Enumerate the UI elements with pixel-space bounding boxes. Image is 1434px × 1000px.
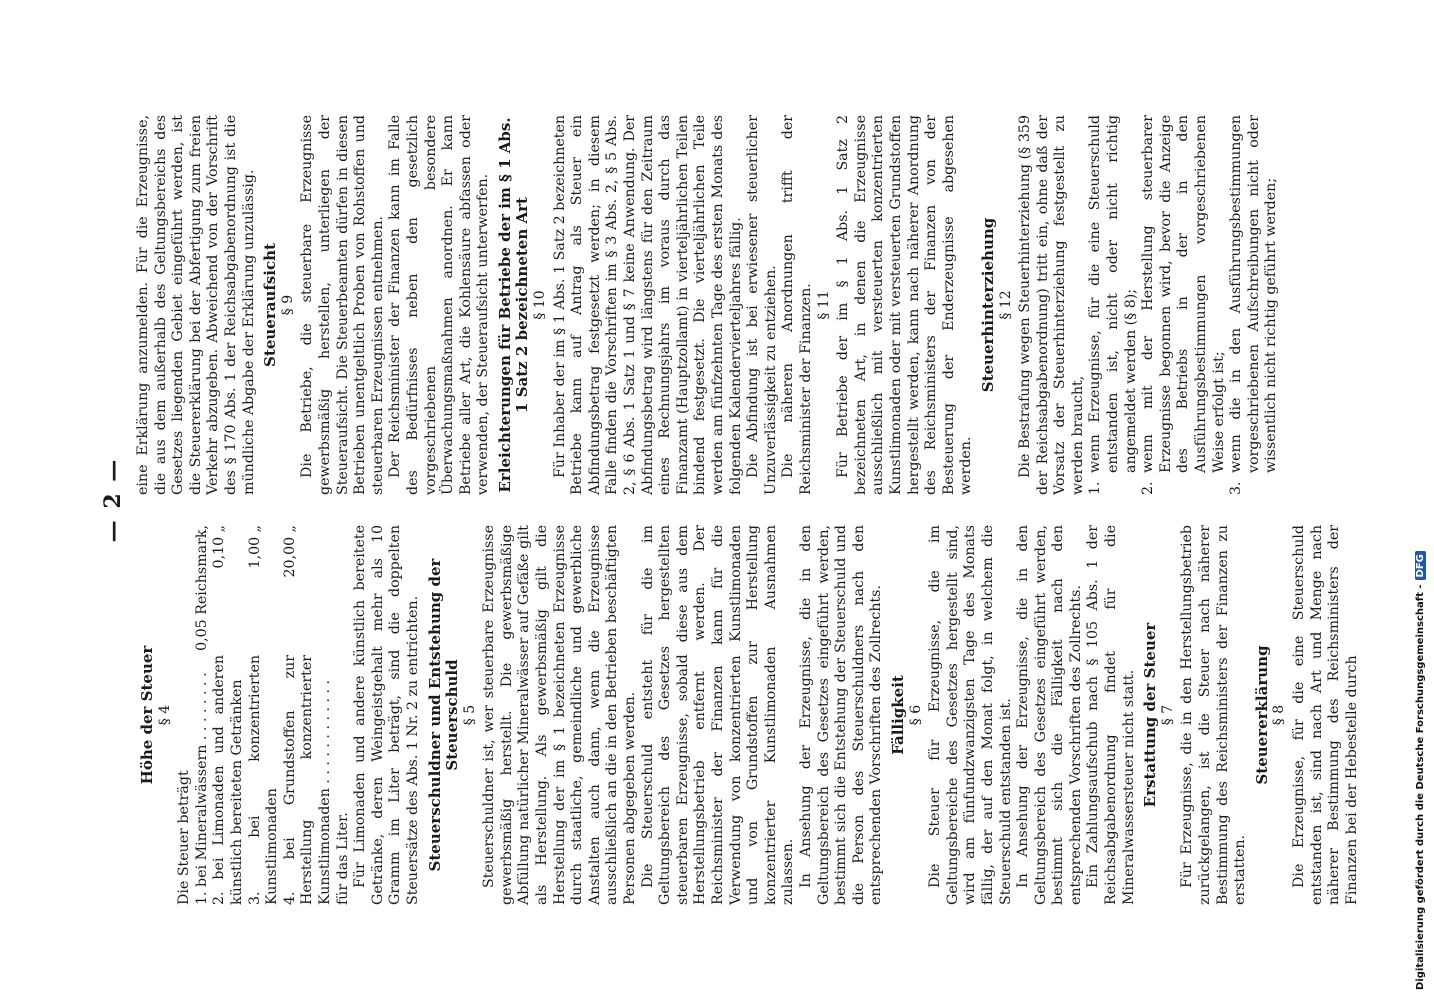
list-item-number: 3. bbox=[1228, 481, 1245, 495]
list-item-number: 1. bbox=[1087, 481, 1104, 495]
paragraph-text: Die näheren Anordnungen trifft der Reichsminister der Finanzen. bbox=[780, 115, 814, 495]
list-item-text: wenn mit der Herstellung steuerbarer Erzeugnisse begonnen wird, bevor die Anzeige des Betriebs in der in den Ausführungsbestimmungen vorgeschriebenen Weise erfolgt ist; bbox=[1140, 115, 1227, 473]
tax-rate-label: 2. bei Limonaden und anderen künstlich bereiteten Getränken bbox=[211, 655, 245, 905]
tax-rate-label: 3. bei konzentrierten Kunstlimonaden bbox=[246, 655, 281, 905]
tax-rate-value: 20,00 „ bbox=[281, 525, 298, 578]
section-heading: Steuererklärung bbox=[1252, 645, 1271, 785]
tax-rate-row bbox=[211, 525, 246, 905]
section-heading: Erleichterungen für Betriebe der im § 1 Abs. 1 Satz 2 bezeichneten Art bbox=[495, 117, 532, 493]
list-item-number: 2. bbox=[1140, 481, 1157, 495]
tax-rate-row bbox=[282, 525, 335, 905]
paragraph-text: Der Reichsminister der Finanzen kann im Falle des Bedürfnisses neben den gesetzlich vorgeschriebenen besondere Überwachungsmaßnahmen anordnen. Er kann Betriebe aller Art, die Kohlensäure abfassen oder verwenden, der Steueraufsicht unterwerfen. bbox=[387, 115, 492, 495]
paragraph-text: Die Erzeugnisse, für die eine Steuerschuld entstanden ist, sind nach Art und Menge nach näherer Bestimmung des Reichsministers der Finanzen bei der Hebestelle durch bbox=[1291, 525, 1360, 905]
paragraph-number: § 6 bbox=[907, 704, 924, 726]
paragraph-number: § 5 bbox=[461, 704, 478, 726]
list-item bbox=[1228, 115, 1281, 495]
tax-rate-value: 0,10 „ bbox=[211, 525, 228, 569]
paragraph-number: § 7 bbox=[1159, 704, 1176, 726]
section-heading: Fälligkeit bbox=[888, 675, 907, 755]
dfg-logo: DFG bbox=[1415, 551, 1426, 580]
paragraph-text: Steuerschuldner ist, wer steuerbare Erzeugnisse gewerbsmäßig herstellt. Die gewerbsmäßige Abfüllung natürlicher Mineralwässer auf Gefäße gilt als Herstellung. Als gewerbsmäßig gilt die Herstellung der im § 1 bezeichneten Erzeugnisse durch staatliche, gemeindliche und gewerbliche Anstalten auch dann, wenn die Erzeugnisse ausschließlich an die in den Betrieben beschäftigten Personen abgegeben werden. bbox=[481, 525, 639, 905]
paragraph-text: Die Steuerschuld entsteht für die im Geltungsbereich des Gesetzes hergestellten steuerbaren Erzeugnisse, sobald diese aus dem Herstellungsbetrieb entfernt werden. Der Reichsminister der Finanzen kann für die Verwendung von konzentrierten Kunstlimonaden und von Grundstoffen zur Herstellung konzentrierter Kunstlimonaden Ausnahmen zulassen. bbox=[639, 525, 797, 905]
section-heading: Höhe der Steuer bbox=[138, 645, 156, 785]
section-heading: Erstattung der Steuer bbox=[1141, 622, 1160, 808]
list-item-text: wenn die in den Ausführungsbestimmungen vorgeschriebenen Aufschreibungen nicht oder wissentlich nicht richtig geführt werden; bbox=[1228, 115, 1280, 473]
paragraph-text: Die Abfindung ist bei erwiesener steuerlicher Unzuverlässigkeit zu entziehen. bbox=[745, 115, 779, 495]
digitization-note bbox=[1415, 10, 1426, 990]
tax-rate-row bbox=[247, 525, 282, 905]
paragraph-text: Die Betriebe, die steuerbare Erzeugnisse gewerbsmäßig herstellen, unterliegen der Steueraufsicht. Die Steuerbeamten dürfen in diesen Betrieben unentgeltlich Proben von Rohstoffen und steuerbaren Erzeugnissen entnehmen. bbox=[299, 115, 386, 495]
paragraph-number: § 8 bbox=[1271, 704, 1288, 726]
paragraph-text: Ein Zahlungsaufschub nach § 105 Abs. 1 der Reichsabgabenordnung findet für die Mineralwassersteuer nicht statt. bbox=[1085, 525, 1137, 905]
paragraph-text: Die Steuer für Erzeugnisse, die im Geltungsbereiche des Gesetzes hergestellt sind, wird am fünfundzwanzigsten Tage des Monats fällig, der auf den Monat folgt, in welchem die Steuerschuld entstanden ist. bbox=[927, 525, 1014, 905]
paragraph-number: § 10 bbox=[532, 290, 549, 320]
tax-rate-label: 4. bei Grundstoffen zur Herstellung konzentrierter Kunstlimonaden . . . . . . . . . . . . bbox=[281, 655, 333, 905]
side-margin bbox=[1412, 0, 1434, 1000]
paragraph-text: Die Steuer beträgt bbox=[176, 770, 193, 905]
tax-rate-row bbox=[194, 525, 212, 905]
paragraph-number: § 11 bbox=[815, 290, 832, 320]
paragraph-number: § 12 bbox=[997, 290, 1014, 320]
paragraph-text: Für Inhaber der im § 1 Abs. 1 Satz 2 bezeichneten Betriebe kann auf Antrag als Steuer ein Abfindungsbetrag festgesetzt werden; in diesem Falle finden die Vorschriften im § 3 Abs. 2, § 5 Abs. 2, § 6 Abs. 1 Satz 1 und § 7 keine Anwendung. Der Abfindungsbetrag wird längstens für den Zeitraum eines Rechnungsjahrs im voraus durch das Finanzamt (Hauptzollamt) in vierteljährlichen Teilen bindend festgesetzt. Die vierteljährlichen Teile werden am fünfzehnten Tage des ersten Monats des folgenden Kalendervierteljahres fällig. bbox=[551, 115, 744, 495]
section-heading: Steuerhinterziehung bbox=[978, 217, 997, 393]
list-item bbox=[1087, 115, 1140, 495]
paragraph-text: Die Bestrafung wegen Steuerhinterziehung (§ 359 der Reichsabgabenordnung) tritt ein, ohne daß der Vorsatz der Steuerhinterziehung festgestellt zu werden braucht, bbox=[1017, 115, 1086, 495]
paragraph-number: § 9 bbox=[279, 294, 296, 316]
digitization-note-text: Digitalisierung gefördert durch die Deutsche Forschungsgemeinschaft - bbox=[1415, 584, 1426, 990]
page-number: — 2 — bbox=[100, 457, 126, 543]
paragraph-text: Für Betriebe der im § 1 Abs. 1 Satz 2 bezeichneten Art, in denen die Erzeugnisse ausschließlich mit versteuerten konzentrierten Kunstlimonaden oder mit versteuerten Grundstoffen hergestellt werden, kann nach näherer Anordnung des Reichsministers der Finanzen von der Besteuerung der Enderzeugnisse abgesehen werden. bbox=[835, 115, 975, 495]
tax-rate-value: 1,00 „ bbox=[246, 525, 263, 569]
right-text-column bbox=[135, 115, 1280, 495]
paragraph-text: Für Erzeugnisse, die in den Herstellungsbetrieb zurückgelangen, ist die Steuer nach näherer Bestimmung des Reichsministers der Finanzen zu erstatten. bbox=[1179, 525, 1249, 905]
paragraph-text: Für Limonaden und andere künstlich bereitete Getränke, deren Weingeistgehalt mehr als 10 Gramm im Liter beträgt, sind die doppelten Steuersätze des Abs. 1 Nr. 2 zu entrichten. bbox=[352, 525, 421, 905]
list-item bbox=[1140, 115, 1228, 495]
paragraph-text: In Ansehung der Erzeugnisse, die in den Geltungsbereich des Gesetzes eingeführt werden, bestimmt sich die Fälligkeit nach den entsprechenden Vorschriften des Zollrechts. bbox=[1015, 525, 1084, 905]
section-heading: Steueraufsicht bbox=[261, 243, 280, 367]
paragraph-text: für das Liter. bbox=[334, 812, 351, 905]
section-heading: Steuerschuldner und Entstehung der Steuerschuld bbox=[425, 558, 462, 872]
left-text-column bbox=[135, 525, 1360, 905]
list-item-text: wenn Erzeugnisse, für die eine Steuerschuld entstanden ist, nicht oder nicht richtig angemeldet werden (§ 8); bbox=[1087, 115, 1139, 473]
paragraph-number: § 4 bbox=[156, 704, 173, 726]
tax-rate-value: 0,05 Reichsmark, bbox=[193, 525, 210, 651]
tax-rate-label: 1. bei Mineralwässern . . . . . . . . bbox=[193, 672, 210, 905]
paragraph-text: In Ansehung der Erzeugnisse, die in den Geltungsbereich des Gesetzes eingeführt werden, bestimmt sich die Entstehung der Steuerschuld und die Person des Steuerschuldners nach den entsprechenden Vorschriften des Zollrechts. bbox=[797, 525, 885, 905]
paragraph-text: eine Erklärung anzumelden. Für die Erzeugnisse, die aus dem außerhalb des Geltungsbereichs des Gesetzes liegenden Gebiet eingeführt werden, ist die Steuererklärung bei der Abfertigung zum freien Verkehr abzugeben. Abweichend von der Vorschrift des § 170 Abs. 1 der Reichsabgabenordnung ist die mündliche Abgabe der Erklärung unzulässig. bbox=[135, 115, 257, 495]
